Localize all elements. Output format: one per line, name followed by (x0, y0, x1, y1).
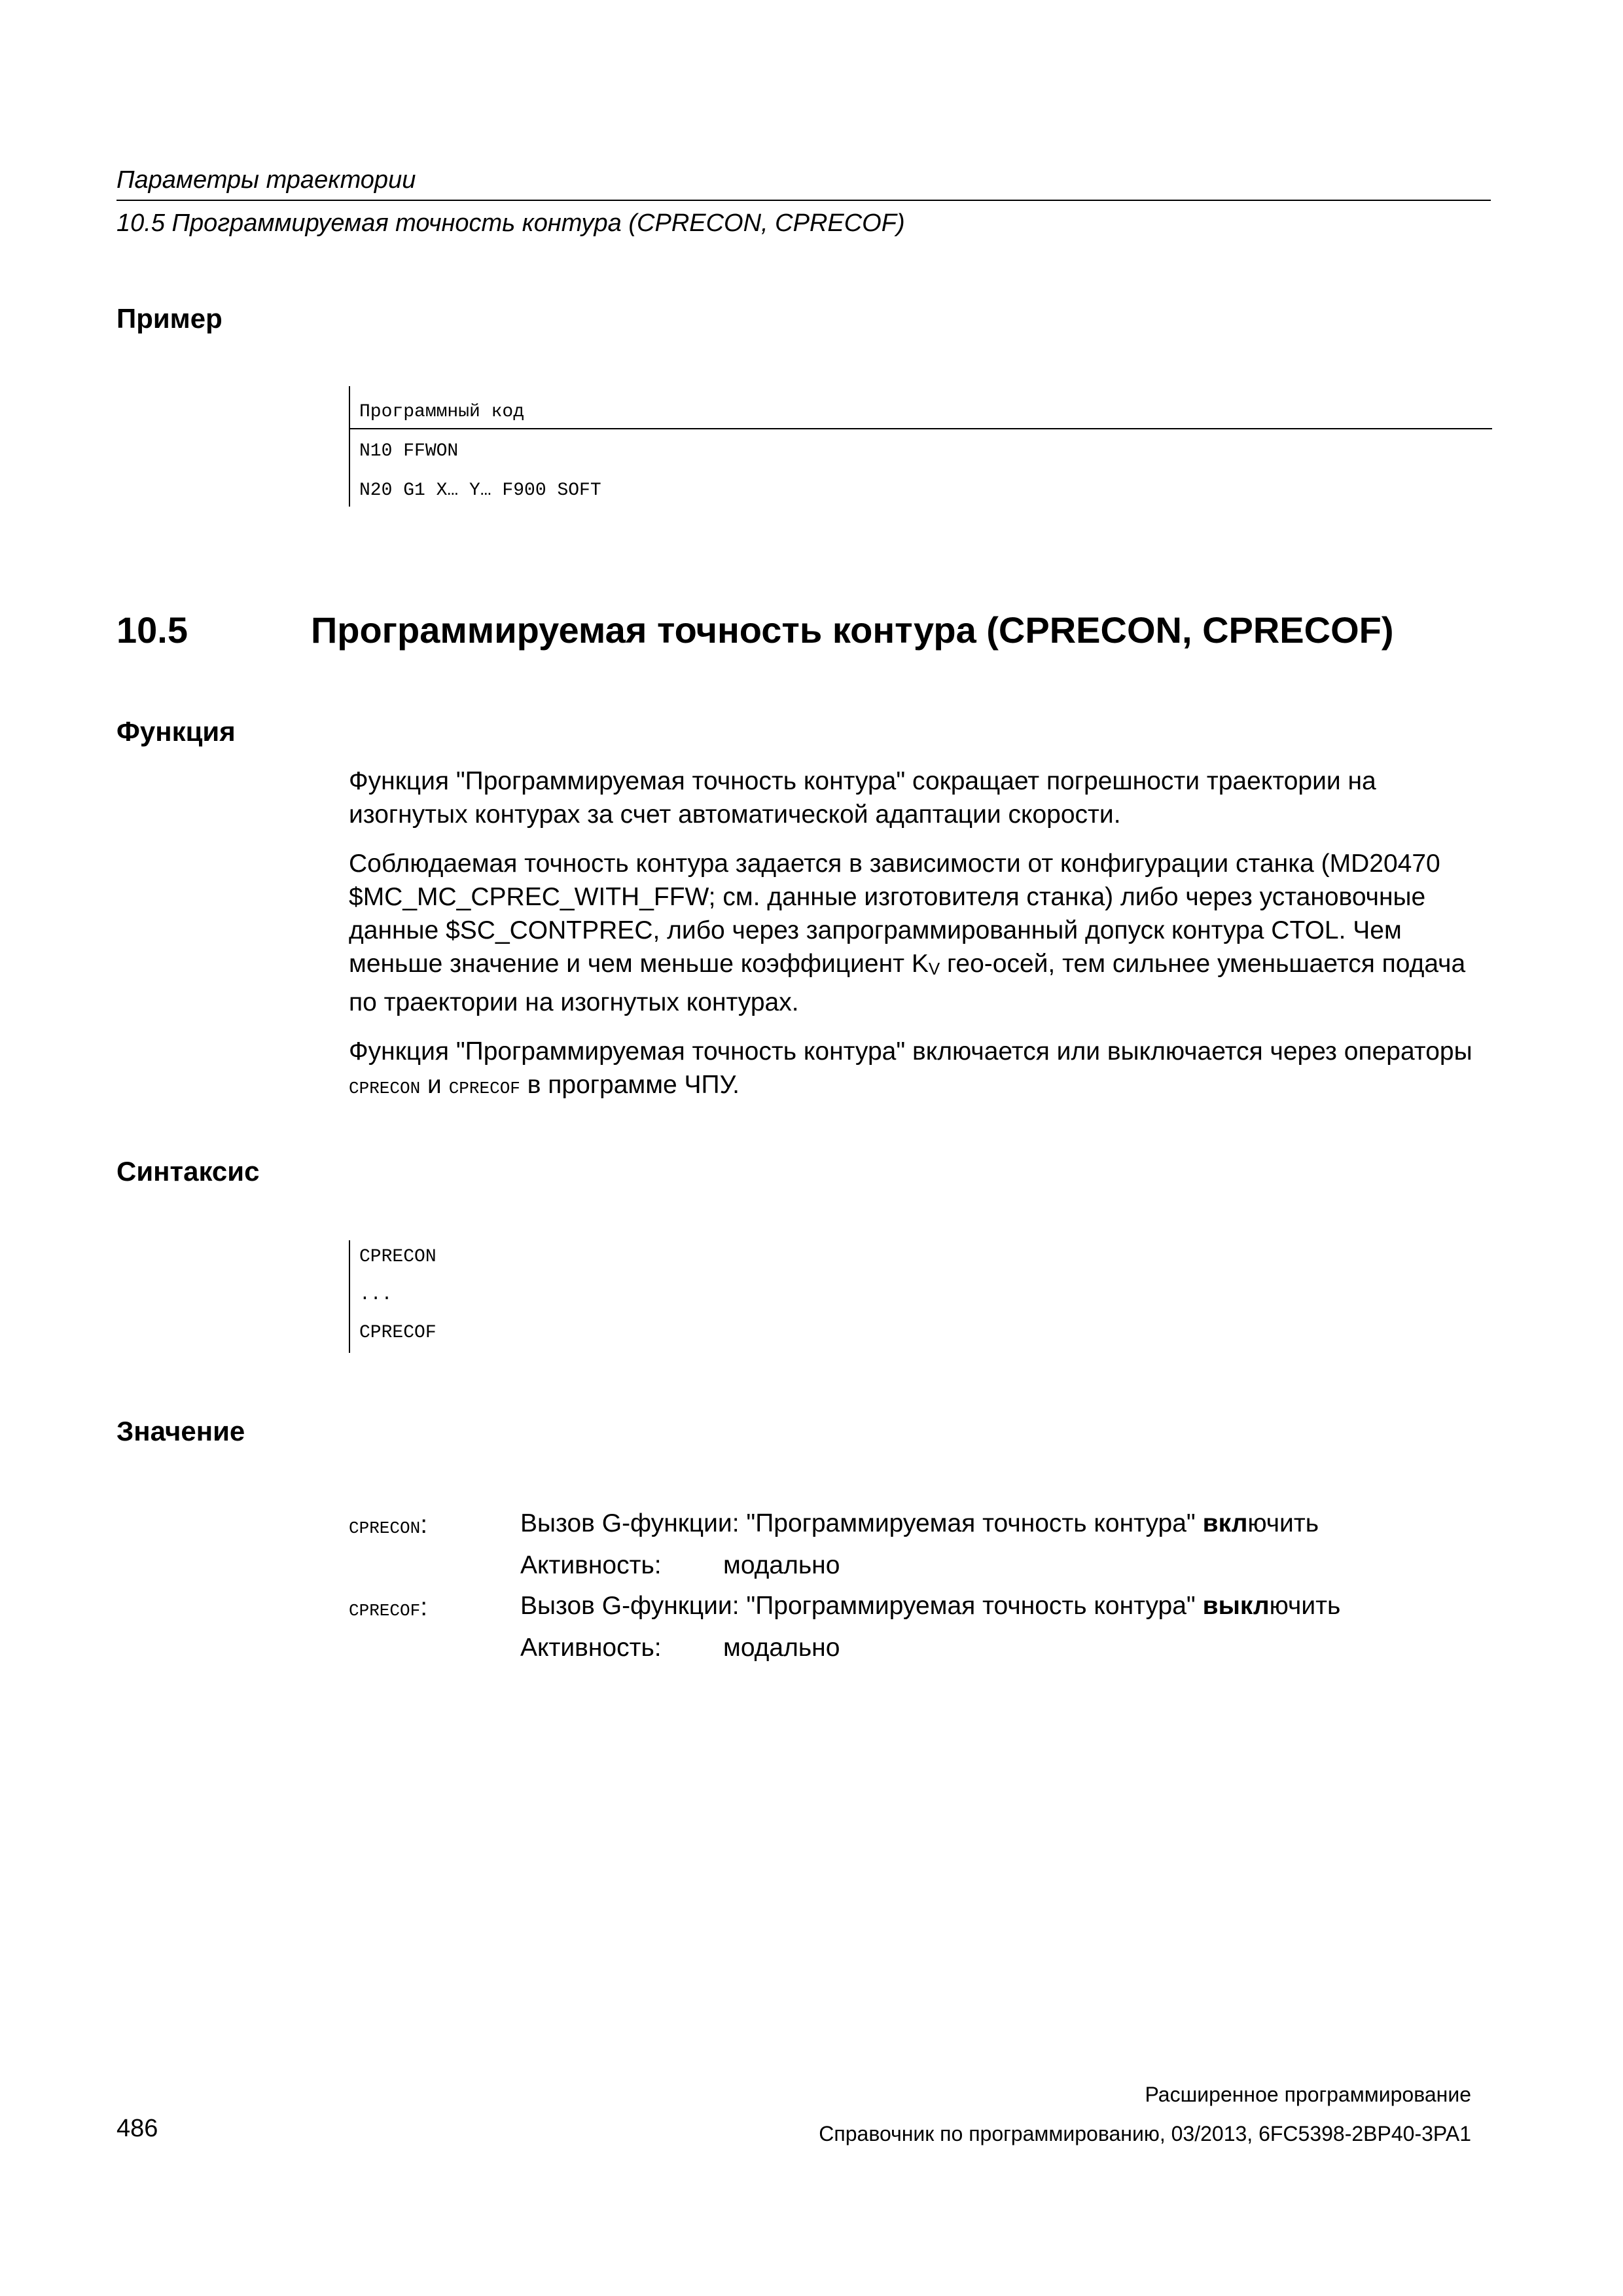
meaning-term-code: CPRECON (349, 1518, 421, 1538)
syntax-line-1: CPRECON (359, 1247, 437, 1267)
section-number: 10.5 (116, 609, 188, 651)
example-code-line-2: N20 G1 X… Y… F900 SOFT (359, 480, 601, 501)
meaning-term-code: CPRECOF (349, 1601, 421, 1621)
example-code-table (349, 386, 1492, 507)
meaning-desc-tail: ючить (1269, 1592, 1341, 1620)
meaning-activity-label-2: Активность: (520, 1634, 662, 1662)
meaning-desc-text: Вызов G-функции: "Программируемая точность контура" (520, 1592, 1203, 1620)
function-paragraph-2-text-end: гео-осей, тем сильнее уменьшается подача по траектории на изогнутых контурах. (349, 950, 1466, 1016)
meaning-term-colon: : (420, 1511, 428, 1539)
meaning-desc-text: Вызов G-функции: "Программируемая точность контура" (520, 1509, 1203, 1537)
syntax-line-3: CPRECOF (359, 1323, 437, 1343)
meaning-desc-bold: выкл (1202, 1592, 1270, 1620)
function-paragraph-2 (349, 847, 1494, 1019)
meaning-desc-cprecon (520, 1507, 1319, 1540)
footer-book-reference: Справочник по программированию, 03/2013, 6FC5398-2BP40-3PA1 (819, 2122, 1471, 2145)
function-paragraph-3-end: в программе ЧПУ. (520, 1071, 740, 1099)
header-rule (116, 200, 1491, 201)
meaning-activity-label-1: Активность: (520, 1551, 662, 1579)
meaning-term-cprecof (349, 1591, 427, 1627)
function-paragraph-3-conj: и (420, 1071, 449, 1099)
meaning-heading: Значение (116, 1416, 245, 1446)
meaning-desc-tail: ючить (1247, 1509, 1319, 1537)
syntax-heading: Синтаксис (116, 1156, 260, 1187)
function-heading: Функция (116, 716, 236, 747)
meaning-activity-value-1: модально (723, 1551, 840, 1579)
syntax-code-block (349, 1240, 874, 1353)
meaning-desc-cprecof (520, 1590, 1340, 1623)
function-paragraph-2-text: Соблюдаемая точность контура задается в зависимости от конфигурации станка (MD20470 $MC_MC_CPREC_WITH_FFW; см. данные изготовителя станка) либо через установочные данные $SC_CONTPREC, либо через запрограммированный допуск контура CTOL. Чем меньше значение и чем меньше коэффициент K (349, 850, 1440, 978)
function-paragraph-1: Функция "Программируемая точность контура" сокращает погрешности траектории на изогнутых контурах за счет автоматической адаптации скорости. (349, 767, 1376, 829)
meaning-desc-bold: вкл (1202, 1509, 1248, 1537)
section-title: Программируемая точность контура (CPRECON, CPRECOF) (311, 609, 1394, 651)
inline-code-cprecof: CPRECOF (448, 1079, 520, 1098)
example-table-header: Программный код (359, 402, 525, 422)
inline-code-cprecon: CPRECON (349, 1079, 421, 1098)
running-header-section: 10.5 Программируемая точность контура (CPRECON, CPRECOF) (116, 209, 905, 237)
function-paragraph-3-text: Функция "Программируемая точность контура" включается или выключается через операторы (349, 1037, 1472, 1066)
running-header-chapter: Параметры траектории (116, 166, 416, 194)
function-body (349, 764, 1494, 1121)
footer-book-title: Расширенное программирование (1145, 2083, 1471, 2106)
kv-subscript: V (928, 959, 940, 978)
syntax-line-2: ... (359, 1285, 393, 1305)
meaning-term-colon: : (420, 1593, 428, 1621)
example-heading: Пример (116, 303, 223, 334)
function-paragraph-3 (349, 1035, 1494, 1105)
example-table-rule (350, 428, 1492, 429)
page-number: 486 (116, 2115, 158, 2142)
example-code-line-1: N10 FFWON (359, 441, 459, 461)
meaning-activity-value-2: модально (723, 1634, 840, 1662)
meaning-term-cprecon (349, 1509, 427, 1545)
